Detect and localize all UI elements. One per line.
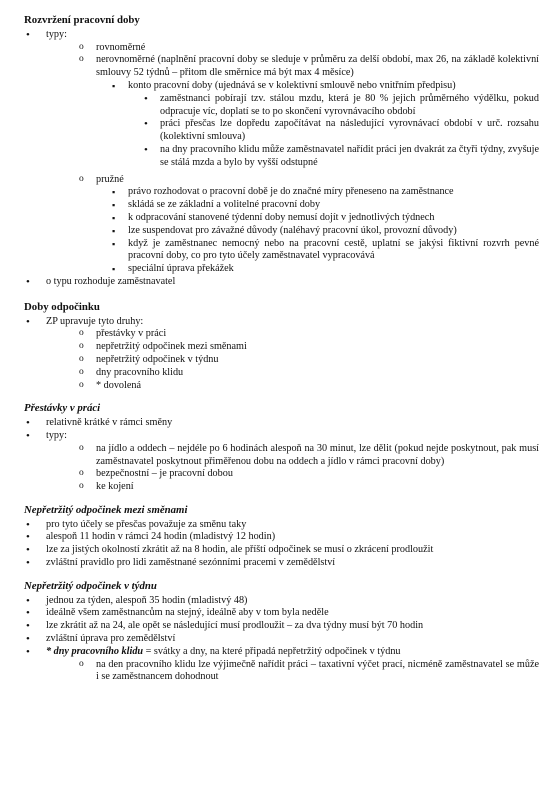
list-item — [110, 80, 539, 170]
heading-odpocinek-v-tydnu: Nepřetržitý odpočinek v týdnu — [24, 579, 157, 592]
list-item: ▪ skládá se ze základní a volitelné pracovní doby — [110, 199, 539, 212]
list-prestavky — [24, 417, 539, 494]
list-item: ▪ když je zaměstnanec nemocný nebo na pracovní cestě, uplatní se jakýsi fiktivní rozvrh pevné pracovní doby, co pro tyto účely zaměstnavatel vypracovává — [110, 238, 539, 264]
list-item — [24, 646, 539, 684]
list-item-text: ZP upravuje tyto druhy: — [46, 315, 144, 327]
sublist-nerovnomerne — [110, 80, 539, 170]
sublist-pruzne — [110, 186, 539, 276]
list-item-text: typy: — [46, 429, 67, 441]
list-item: • lze zkrátit až na 24, ale opět se následující musí prodloužit – za dva týdny musí být 70 hodin — [24, 620, 539, 633]
dny-klidu-term: * dny pracovního klidu — [46, 645, 144, 657]
list-item: o bezpečnostní – je pracovní dobou — [78, 468, 539, 481]
list-item: o nepřetržitý odpočinek v týdnu — [78, 354, 539, 367]
heading-doby-odpocinku: Doby odpočinku — [24, 300, 100, 313]
list-item: ▪ právo rozhodovat o pracovní době je do značné míry přeneseno na zaměstnance — [110, 186, 539, 199]
list-rozvrzeni — [24, 29, 539, 289]
list-item: o dny pracovního klidu — [78, 367, 539, 380]
dny-klidu-definition: = svátky a dny, na které připadá nepřetržitý odpočinek v týdnu — [143, 645, 401, 657]
list-item: o na jídlo a oddech – nejdéle po 6 hodinách alespoň na 30 minut, lze dělit (pokud nejde poskytnout, pak musí zaměstnavatel poskytnout přiměřenou dobu na oddech a jídlo v rámci pracovní doby) — [78, 443, 539, 469]
list-item: • lze za jistých okolností zkrátit až na 8 hodin, ale příští odpočinek se musí o zkrácení prodloužit — [24, 544, 539, 557]
list-item: ▪ lze suspendovat pro závažné důvody (naléhavý pracovní úkol, provozní důvody) — [110, 225, 539, 238]
list-item — [78, 54, 539, 169]
list-item-text: typy: — [46, 28, 67, 40]
list-item: • pro tyto účely se přesčas považuje za směnu taky — [24, 519, 539, 532]
list-item: • zaměstnanci pobírají tzv. stálou mzdu, která je 80 % jejich průměrného výdělku, pokud odpracuje víc, doplatí se to po skončení vyrovnávacího období — [142, 93, 539, 119]
list-item: o * dovolená — [78, 380, 539, 393]
list-item: o nepřetržitý odpočinek mezi směnami — [78, 341, 539, 354]
sublist-druhy — [78, 328, 539, 392]
list-item: • práci přesčas lze dopředu započítávat na následující vyrovnávací období v urč. rozsahu (kolektivní smlouva) — [142, 118, 539, 144]
list-item: • zvláštní pravidlo pro lidi zaměstnané sezónními pracemi v zemědělství — [24, 557, 539, 570]
list-item: • ideálně všem zaměstnancům na stejný, ideálně aby v tom byla neděle — [24, 607, 539, 620]
list-item — [24, 316, 539, 393]
list-doby-odpocinku — [24, 316, 539, 393]
sublist-typy-prestavek — [78, 443, 539, 494]
list-item-text: konto pracovní doby (ujednává se v kolektivní smlouvě nebo vnitřním předpisu) — [128, 79, 456, 91]
list-item: • relativně krátké v rámci směny — [24, 417, 539, 430]
sublist-konto — [142, 93, 539, 170]
list-item — [78, 174, 539, 276]
list-item: o ke kojení — [78, 481, 539, 494]
heading-odpocinek-mezi-smenami: Nepřetržitý odpočinek mezi směnami — [24, 503, 188, 516]
list-item-text: o nerovnoměrné (naplnění pracovní doby se sleduje v průměru za delší období, max 26, na základě kolektivní smlouvy 52 týdnů – přitom dle směrnice má být max 4 měsíce) — [96, 54, 539, 79]
heading-rozvrzeni: Rozvržení pracovní doby — [24, 14, 140, 26]
list-item: • jednou za týden, alespoň 35 hodin (mladistvý 48) — [24, 595, 539, 608]
list-item: • alespoň 11 hodin v rámci 24 hodin (mladistvý 12 hodin) — [24, 531, 539, 544]
list-item: • o typu rozhoduje zaměstnavatel — [24, 276, 539, 289]
list-item: • zvláštní úprava pro zemědělství — [24, 633, 539, 646]
list-item: ▪ k odpracování stanovené týdenní doby nemusí dojít v jednotlivých týdnech — [110, 212, 539, 225]
list-item: o přestávky v práci — [78, 328, 539, 341]
list-item: o rovnoměrné — [78, 42, 539, 55]
list-item: o na den pracovního klidu lze výjimečně nařídit práci – taxativní výčet prací, nicméně zaměstnavatel se může i se zaměstnancem dohodnout — [78, 659, 539, 685]
sublist-typy — [78, 42, 539, 276]
list-item-text: pružné — [96, 173, 124, 185]
list-odpocinek-mezi-smenami — [24, 519, 539, 570]
heading-prestavky: Přestávky v práci — [24, 402, 101, 415]
list-item: ▪ speciální úprava překážek — [110, 263, 539, 276]
list-item: • na dny pracovního klidu může zaměstnavatel nařídit práci jen dvakrát za čtyři týdny, zvyšuje se stálá mzda a bylo by vyšší odstupné — [142, 144, 539, 170]
sublist-dny-klidu — [78, 659, 539, 685]
list-item — [24, 430, 539, 494]
list-odpocinek-v-tydnu — [24, 595, 539, 685]
list-item — [24, 29, 539, 276]
